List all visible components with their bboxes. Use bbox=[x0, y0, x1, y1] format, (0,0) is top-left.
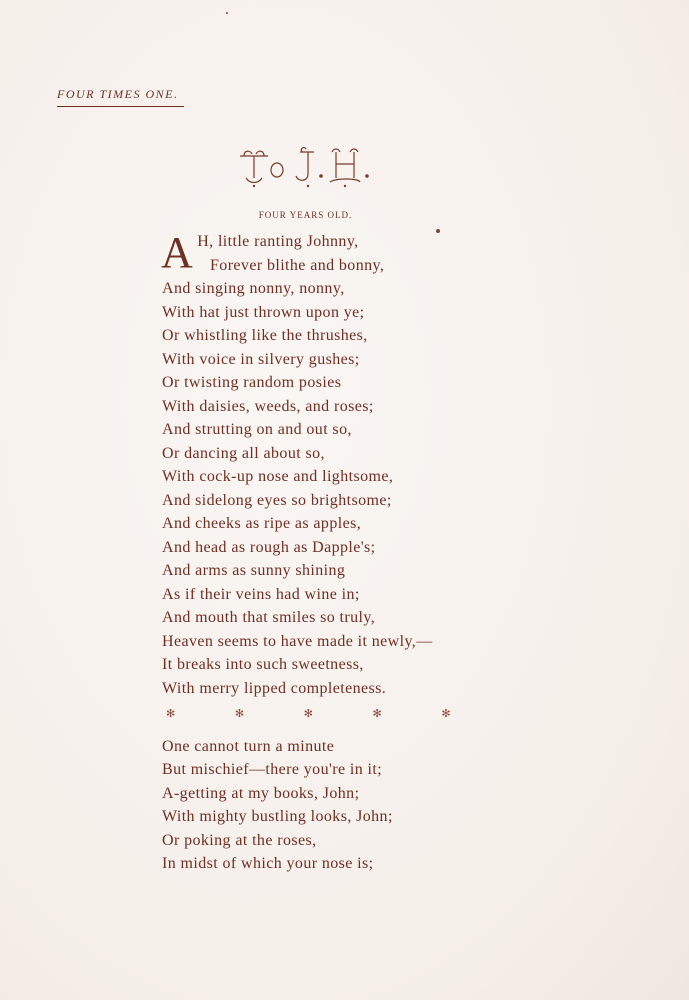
poem-line: With daisies, weeds, and roses; bbox=[162, 397, 374, 415]
asterism-star: ✻ bbox=[441, 708, 451, 720]
poem-line: And mouth that smiles so truly, bbox=[162, 609, 376, 626]
poem-line: As if their veins had wine in; bbox=[162, 585, 360, 603]
running-head: FOUR TIMES ONE. bbox=[57, 87, 184, 107]
poem-line: With hat just thrown upon ye; bbox=[162, 303, 365, 321]
poem-body bbox=[162, 230, 502, 876]
poem-line: With voice in silvery gushes; bbox=[162, 350, 360, 368]
drop-cap: A bbox=[161, 228, 194, 277]
poem-line: And strutting on and out so, bbox=[162, 421, 352, 438]
paper-speck bbox=[436, 229, 440, 233]
poem-line: Or twisting random posies bbox=[162, 374, 342, 391]
stanza-divider bbox=[166, 703, 451, 727]
poem-line: And singing nonny, nonny, bbox=[162, 280, 345, 297]
poem-subtitle: FOUR YEARS OLD. bbox=[258, 210, 353, 220]
poem-line: In midst of which your nose is; bbox=[162, 855, 374, 872]
poem-line: And arms as sunny shining bbox=[162, 562, 346, 579]
poem-line: Forever blithe and bonny, bbox=[210, 256, 385, 274]
poem-line: A-getting at my books, John; bbox=[162, 784, 360, 802]
poem-line: It breaks into such sweetness, bbox=[162, 656, 364, 673]
poem-line: Or dancing all about so, bbox=[162, 444, 325, 462]
poem-line: With merry lipped completeness. bbox=[162, 679, 387, 697]
poem-line: And cheeks as ripe as apples, bbox=[162, 515, 362, 532]
asterism-star: ✻ bbox=[303, 708, 314, 720]
blackletter-title-icon bbox=[230, 142, 380, 192]
poem-line: Or whistling like the thrushes, bbox=[162, 327, 368, 344]
poem-line: Heaven seems to have made it newly,— bbox=[162, 632, 433, 650]
poem-line: One cannot turn a minute bbox=[162, 737, 335, 755]
poem-title-ornament bbox=[230, 142, 380, 192]
poem-line: With cock-up nose and lightsome, bbox=[162, 468, 394, 485]
paper-speck bbox=[226, 12, 228, 14]
first-line-text: H, little ranting Johnny, bbox=[197, 233, 359, 250]
poem-line: And sidelong eyes so brightsome; bbox=[162, 491, 392, 509]
asterism-star: ✻ bbox=[372, 708, 383, 720]
poem-line: And head as rough as Dapple's; bbox=[162, 538, 376, 556]
asterism-star: ✻ bbox=[234, 708, 245, 720]
poem-line: But mischief—there you're in it; bbox=[162, 761, 383, 778]
poem-line: With mighty bustling looks, John; bbox=[162, 808, 393, 825]
poem-subtitle-row bbox=[0, 205, 689, 223]
asterism-star: ✻ bbox=[166, 708, 176, 720]
poem-line: Or poking at the roses, bbox=[162, 831, 317, 849]
